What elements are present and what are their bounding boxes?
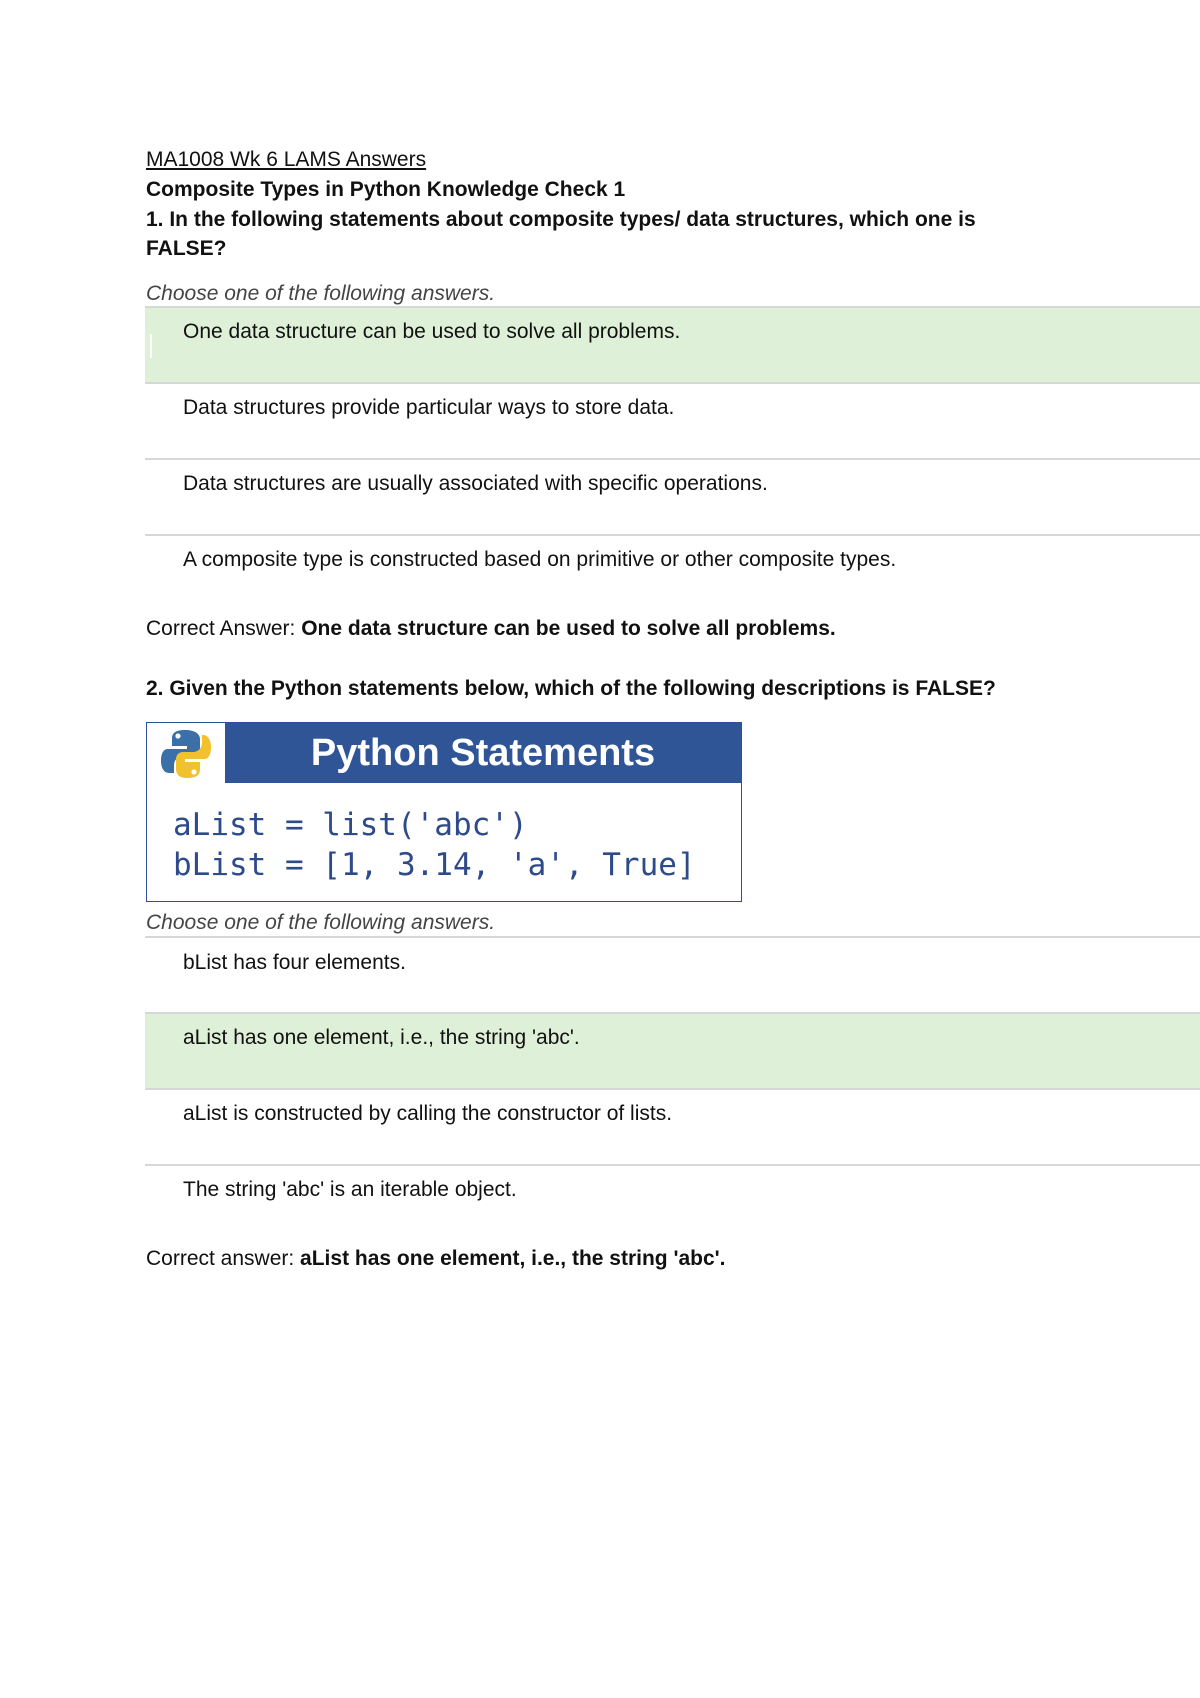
selected-marker <box>150 334 152 358</box>
q1-question-line1: 1. In the following statements about composite types/ data structures, which one is <box>146 208 976 231</box>
doc-title: MA1008 Wk 6 LAMS Answers <box>146 148 427 171</box>
q2-answer-label: Correct answer: <box>146 1247 301 1270</box>
q2-option-1[interactable] <box>145 936 1200 1014</box>
q1-answer-text: One data structure can be used to solve all problems. <box>301 617 836 640</box>
q2-option-3-label: aList is constructed by calling the constructor of lists. <box>183 1102 673 1125</box>
section-title: Composite Types in Python Knowledge Check 1 <box>146 178 626 201</box>
q1-option-4-label: A composite type is constructed based on primitive or other composite types. <box>183 548 897 571</box>
code-line-1: aList = list('abc') <box>173 807 528 843</box>
q2-option-3[interactable] <box>145 1088 1200 1166</box>
q2-answer-text: aList has one element, i.e., the string 'abc'. <box>300 1247 726 1270</box>
code-box-title: Python Statements <box>225 723 741 783</box>
q1-option-3-label: Data structures are usually associated with specific operations. <box>183 472 768 495</box>
q2-instruction: Choose one of the following answers. <box>146 911 496 934</box>
q1-option-2[interactable] <box>145 382 1200 460</box>
q2-option-4-label: The string 'abc' is an iterable object. <box>183 1178 517 1201</box>
q2-option-1-label: bList has four elements. <box>183 951 406 974</box>
q1-correct-answer <box>146 617 836 641</box>
q1-option-4[interactable] <box>145 534 1200 596</box>
q1-answer-label: Correct Answer: <box>146 617 302 640</box>
q2-correct-answer <box>146 1247 725 1271</box>
q2-question: 2. Given the Python statements below, which of the following descriptions is FALSE? <box>146 677 996 700</box>
q2-option-2[interactable] <box>145 1012 1200 1090</box>
q1-option-1[interactable] <box>145 306 1200 384</box>
code-line-2: bList = [1, 3.14, 'a', True] <box>173 847 696 883</box>
q1-option-1-label: One data structure can be used to solve all problems. <box>183 320 681 343</box>
python-logo-icon <box>159 727 213 781</box>
q1-option-3[interactable] <box>145 458 1200 536</box>
python-statements-box <box>146 722 742 902</box>
q2-option-4[interactable] <box>145 1164 1200 1226</box>
q1-instruction: Choose one of the following answers. <box>146 282 496 305</box>
q2-option-2-label: aList has one element, i.e., the string 'abc'. <box>183 1026 580 1049</box>
q1-option-2-label: Data structures provide particular ways to store data. <box>183 396 675 419</box>
q1-question-line2: FALSE? <box>146 237 227 260</box>
